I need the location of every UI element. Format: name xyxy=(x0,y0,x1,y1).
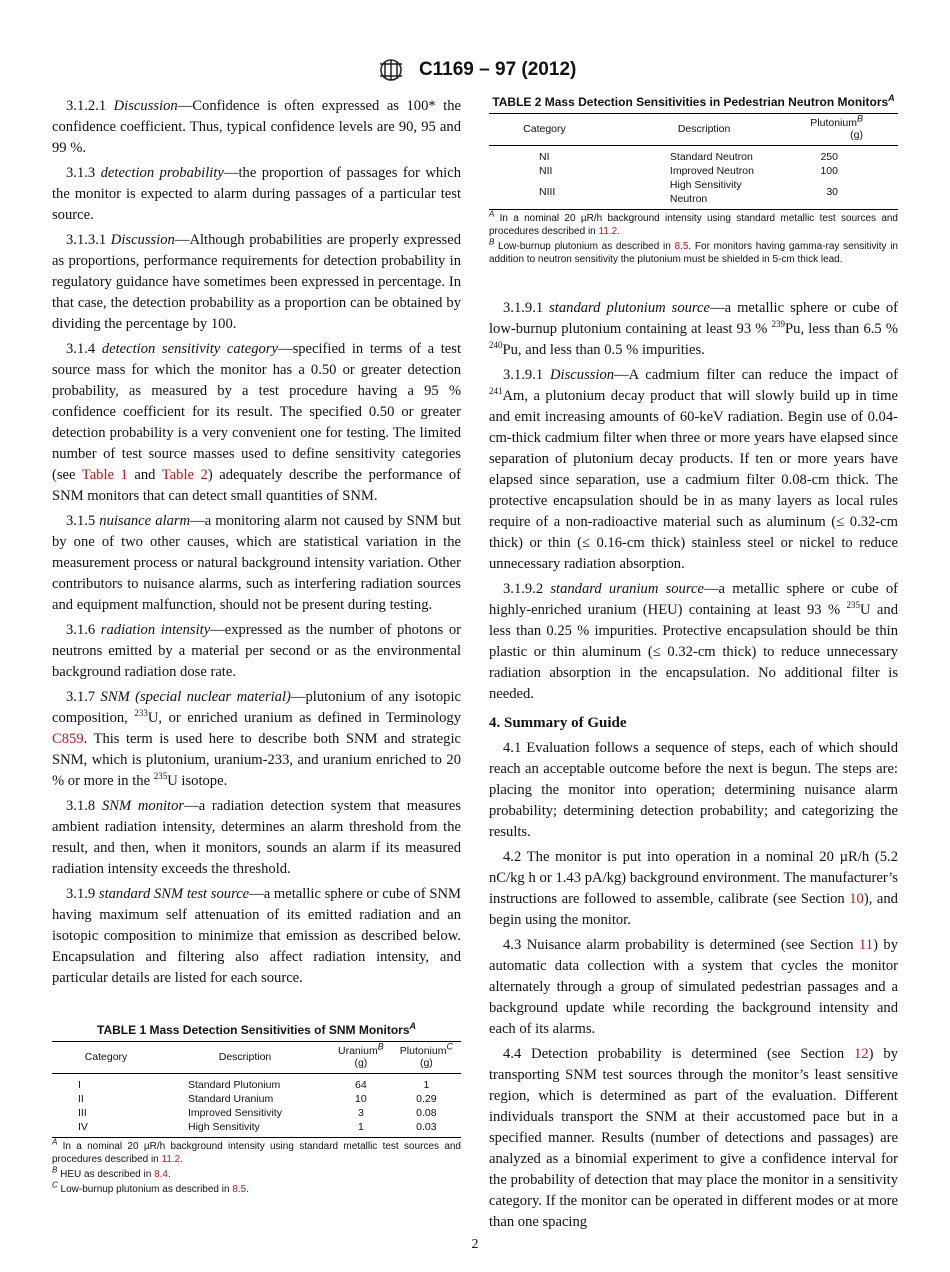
text: 3.1.2.1 xyxy=(66,98,114,114)
defined-term: nuisance alarm xyxy=(99,513,191,529)
paragraph xyxy=(489,579,898,705)
paragraph xyxy=(52,884,461,989)
text: 4.4 Detection probability is determined (see Section xyxy=(503,1046,855,1062)
superscript: 240 xyxy=(489,340,503,351)
text: HEU as described in xyxy=(57,1169,155,1180)
text: 3.1.5 xyxy=(66,513,100,529)
table-cell: I xyxy=(78,1079,81,1091)
table-2 xyxy=(489,95,898,266)
text: —specified in terms of a test source mass for which the monitor has a 0.50 or greater detection probability, as measured by a test procedure having a 95 % confidence coefficient for its result. The specified 0.50 or greater detection probability is a very convenient one for testing. The limited number of test source masses used to define sensitivity categories (see xyxy=(52,341,462,483)
text: Low-burnup plutonium as described in xyxy=(57,1184,233,1195)
table-caption: TABLE 2 Mass Detection Sensitivities in Pedestrian Neutron Monitors$^A$ xyxy=(492,93,895,109)
paragraph xyxy=(489,847,898,931)
superscript: 235 xyxy=(153,771,168,782)
text: 3.1.9.1 xyxy=(503,367,551,383)
table-cell: High Sensitivity Neutron xyxy=(669,179,742,205)
section-heading: 4. Summary of Guide xyxy=(489,715,627,731)
cross-reference-link[interactable]: C859 xyxy=(52,731,84,747)
superscript: C xyxy=(52,1180,58,1190)
defined-term: detection probability xyxy=(100,165,224,181)
text: Pu, and less than 0.5 % impurities. xyxy=(502,342,705,358)
text: 3.1.9 xyxy=(66,886,99,902)
superscript: 241 xyxy=(489,386,503,397)
table-cell: II xyxy=(78,1093,84,1105)
superscript: A xyxy=(489,209,495,219)
right-column xyxy=(489,298,898,1237)
table-cell: 1 xyxy=(423,1079,430,1091)
text: —Although probabilities are properly expressed as proportions, performance requirements for detection probability in regulatory guidance have sometimes been expressed in percentage. In that case, the detection probability as a proportion can be obtained by dividing the percentage by 100. xyxy=(52,232,461,332)
text: In a nominal 20 µR/h background intensity using standard metallic test sources and procedures described in xyxy=(52,1141,461,1165)
defined-term: SNM (special nuclear material) xyxy=(100,689,291,705)
column-header: Description xyxy=(160,1042,330,1074)
column-header: Plutonium$^B$ (g) xyxy=(808,114,898,146)
text: —the proportion of passages for which the monitor is expected to alarm during passages of a particular test source. xyxy=(52,165,461,223)
paragraph xyxy=(489,1044,898,1233)
text: Pu, less than 6.5 % xyxy=(785,321,898,337)
page-number: 2 xyxy=(471,1237,479,1252)
table-cell: 100 xyxy=(820,165,838,177)
text: —A cadmium filter can reduce the impact of xyxy=(614,367,899,383)
text: 3.1.9.2 xyxy=(503,581,551,597)
text: —plutonium of any isotopic composition, xyxy=(52,689,461,726)
table-cell: 0.08 xyxy=(416,1107,437,1119)
table-cell: 1 xyxy=(357,1121,364,1133)
table-cell: 3 xyxy=(357,1107,364,1119)
text: Low-burnup plutonium as described in xyxy=(494,241,675,252)
table-cell: NIII xyxy=(539,186,556,198)
text: . xyxy=(180,1154,184,1165)
cross-reference-link[interactable]: 8.4 xyxy=(154,1169,168,1180)
paragraph xyxy=(489,935,898,1040)
column-header: Uranium$^B$ (g) xyxy=(330,1042,392,1074)
text: 3.1.4 xyxy=(66,341,102,357)
superscript: B xyxy=(489,237,495,247)
text: —a metallic sphere or cube of low-burnup plutonium containing at least 93 % xyxy=(489,300,898,337)
text: ), and begin using the monitor. xyxy=(489,891,898,928)
superscript: B xyxy=(52,1165,58,1175)
table-1 xyxy=(52,1023,461,1196)
column-header: Category xyxy=(489,114,600,146)
cross-reference-link[interactable]: Table 2 xyxy=(161,467,208,483)
cross-reference-link[interactable]: 8.5 xyxy=(232,1184,247,1195)
defined-term: detection sensitivity category xyxy=(101,341,278,357)
table-cell: 0.03 xyxy=(416,1121,437,1133)
table-cell: IV xyxy=(78,1121,88,1133)
table-row xyxy=(489,178,898,210)
superscript: 239 xyxy=(771,319,786,330)
table-cell: III xyxy=(78,1107,87,1119)
text: U, or enriched uranium as defined in Terminology xyxy=(147,710,461,726)
text: Am, a plutonium decay product that will slowly build up in time and emit increasing amounts of 60-keV radiation. Begin use of 0.04-cm-thick cadmium filter when three or more years have elapsed since separation of plutonium decay products. If ten or more years have elapsed since separation, use a cadmium filter 0.08-cm thick. The protective encapsulation should be in as many layers as local rules require of a non-radioactive material such as aluminum (≤ 0.32-cm thick) or thin (≤ 0.16-cm thick) stainless steel or nickel to reduce unnecessary radiation absorption. xyxy=(489,388,898,572)
column-header: Category xyxy=(52,1042,160,1074)
table-footnote xyxy=(52,1137,461,1166)
text: —a metallic sphere or cube of SNM having maximum self attenuation of its emitted radiation and an isotopic composition to minimize that emission as described below. Encapsulation and filtering also affect radiation intensity, and particular details are listed for each source. xyxy=(52,886,461,986)
text: 3.1.7 xyxy=(66,689,101,705)
text: . xyxy=(246,1184,250,1195)
text: U and less than 0.25 % impurities. Protective encapsulation should be thin plastic or thin aluminum (≤ 0.32-cm thick) to reduce unnecessary radiation absorption in the encapsulation. No additional filter is needed. xyxy=(489,602,899,702)
cross-reference-link[interactable]: 8.5 xyxy=(674,241,689,252)
table-cell: 0.29 xyxy=(416,1093,437,1105)
table-cell: Standard Neutron xyxy=(669,151,753,163)
text: —expressed as the number of photons or neutrons emitted by a material per second or as the environmental background radiation dose rate. xyxy=(52,622,461,680)
table-row xyxy=(52,1074,461,1093)
cross-reference-link[interactable]: Table 1 xyxy=(81,467,128,483)
cross-reference-link[interactable]: 10 xyxy=(849,891,864,907)
table-cell: Standard Uranium xyxy=(188,1093,274,1105)
text: U isotope. xyxy=(167,773,228,789)
defined-term: standard SNM test source xyxy=(98,886,250,902)
table-cell: 30 xyxy=(826,186,838,198)
text: . For monitors having gamma-ray sensitivity in addition to neutron sensitivity the plutonium must be shielded in 5-cm thick lead. xyxy=(489,241,898,265)
defined-term: Discussion xyxy=(550,367,615,383)
defined-term: standard uranium source xyxy=(550,581,704,597)
table-cell: 250 xyxy=(820,151,838,163)
table-row xyxy=(52,1092,461,1106)
text: —a monitoring alarm not caused by SNM but by one of two other causes, which are statistical variation in the measurement process or natural background intensity variation. Other contributors to nuisance alarms, such as interfering radiation sources and equipment malfunction, should not be present during testing. xyxy=(52,513,461,613)
table-cell: Improved Neutron xyxy=(669,165,754,177)
column-header: Description xyxy=(600,114,808,146)
defined-term: Discussion xyxy=(113,98,178,114)
paragraph xyxy=(52,796,461,880)
text: ) adequately describe the performance of SNM monitors that can detect small quantities of SNM. xyxy=(52,467,462,504)
text: 4.1 Evaluation follows a sequence of steps, each of which should reach an acceptable outcome before the next is begun. The steps are: placing the monitor into operation; determining nuisance alarm probability; determining detection probability; and categorizing the results. xyxy=(489,740,898,840)
text: 4.3 Nuisance alarm probability is determined (see Section xyxy=(503,937,860,953)
table-cell: High Sensitivity xyxy=(188,1121,260,1133)
table-row xyxy=(52,1106,461,1120)
table-caption: TABLE 1 Mass Detection Sensitivities of SNM Monitors$^A$ xyxy=(97,1021,416,1037)
superscript: A xyxy=(52,1137,58,1147)
paragraph xyxy=(489,298,898,361)
table-footnote xyxy=(52,1165,461,1181)
text: 3.1.3.1 xyxy=(66,232,111,248)
defined-term: Discussion xyxy=(110,232,175,248)
table-cell: Improved Sensitivity xyxy=(188,1107,282,1119)
table-footnote xyxy=(52,1180,461,1196)
text: 3.1.9.1 xyxy=(503,300,550,316)
text: . This term is used here to describe both SNM and strategic SNM, which is plutonium, uranium-233, and uranium enriched to 20 % or more in the xyxy=(52,731,461,789)
text: . xyxy=(617,226,621,237)
text: 4.2 The monitor is put into operation in a nominal 20 µR/h (5.2 nC/kg h or 1.43 pA/kg) background environment. The manufacturer’s instructions are followed to assemble, calibrate (see Section xyxy=(489,849,898,907)
paragraph xyxy=(52,163,461,226)
table-footnote xyxy=(489,237,898,266)
table-cell: 64 xyxy=(355,1079,367,1091)
table-footnote xyxy=(489,209,898,238)
text: and xyxy=(127,467,162,483)
table-row xyxy=(489,146,898,165)
defined-term: standard plutonium source xyxy=(549,300,711,316)
text: —a metallic sphere or cube of highly-enriched uranium (HEU) containing at least 93 % xyxy=(489,581,899,618)
text: In a nominal 20 µR/h background intensity using standard metallic test sources and procedures described in xyxy=(489,213,898,237)
text: ) by automatic data collection with a system that cycles the monitor alternately through a group of simulated pedestrian passages and a background update while recording the background intensity and each of its alarms. xyxy=(489,937,898,1037)
cross-reference-link[interactable]: 11 xyxy=(859,937,874,953)
table-cell: Standard Plutonium xyxy=(188,1079,281,1091)
paragraph xyxy=(52,339,461,507)
text: 3.1.3 xyxy=(66,165,101,181)
table-row xyxy=(52,1120,461,1138)
paragraph xyxy=(489,738,898,843)
paragraph xyxy=(52,511,461,616)
cross-reference-link[interactable]: 11.2 xyxy=(161,1154,181,1165)
text: ) by transporting SNM test sources through the monitor’s least sensitive region, which is determined as part of the evaluation. Different individuals transport the SNM at their accustomed pace but in a specified manner. Results (number of detections and passages) are analyzed as a binomial experiment to give a confidence interval for the probability of detection that may place the monitor in a sensitivity category. If the monitor can be operated in different modes or at more than one spacing xyxy=(489,1046,898,1230)
column-header: Plutonium$^C$ (g) xyxy=(392,1042,461,1074)
table-cell: NII xyxy=(539,165,553,177)
paragraph xyxy=(52,96,461,159)
text: . xyxy=(167,1169,171,1180)
table-row xyxy=(489,164,898,178)
paragraph xyxy=(52,230,461,335)
text: 3.1.8 xyxy=(66,798,102,814)
astm-logo-icon xyxy=(374,58,408,82)
cross-reference-link[interactable]: 12 xyxy=(854,1046,869,1062)
cross-reference-link[interactable]: 11.2 xyxy=(598,226,618,237)
paragraph xyxy=(52,620,461,683)
text: —Confidence is often expressed as 100* the confidence coefficient. Thus, typical confidence levels are 90, 95 and 99 %. xyxy=(52,98,462,156)
table-cell: 10 xyxy=(355,1093,367,1105)
document-designation: C1169 – 97 (2012) xyxy=(418,59,577,81)
paragraph xyxy=(52,687,461,792)
left-column xyxy=(52,96,461,993)
table-cell: NI xyxy=(539,151,550,163)
defined-term: SNM monitor xyxy=(101,798,185,814)
superscript: 233 xyxy=(134,708,148,719)
page-header xyxy=(0,58,950,82)
superscript: 235 xyxy=(846,600,860,611)
paragraph xyxy=(489,365,898,575)
defined-term: radiation intensity xyxy=(100,622,211,638)
text: 3.1.6 xyxy=(66,622,101,638)
text: —a radiation detection system that measures ambient radiation intensity, determines an alarm threshold from the result, and then, when it monitors, sounds an alarm if its measured radiation intensity exceeds the threshold. xyxy=(52,798,461,877)
